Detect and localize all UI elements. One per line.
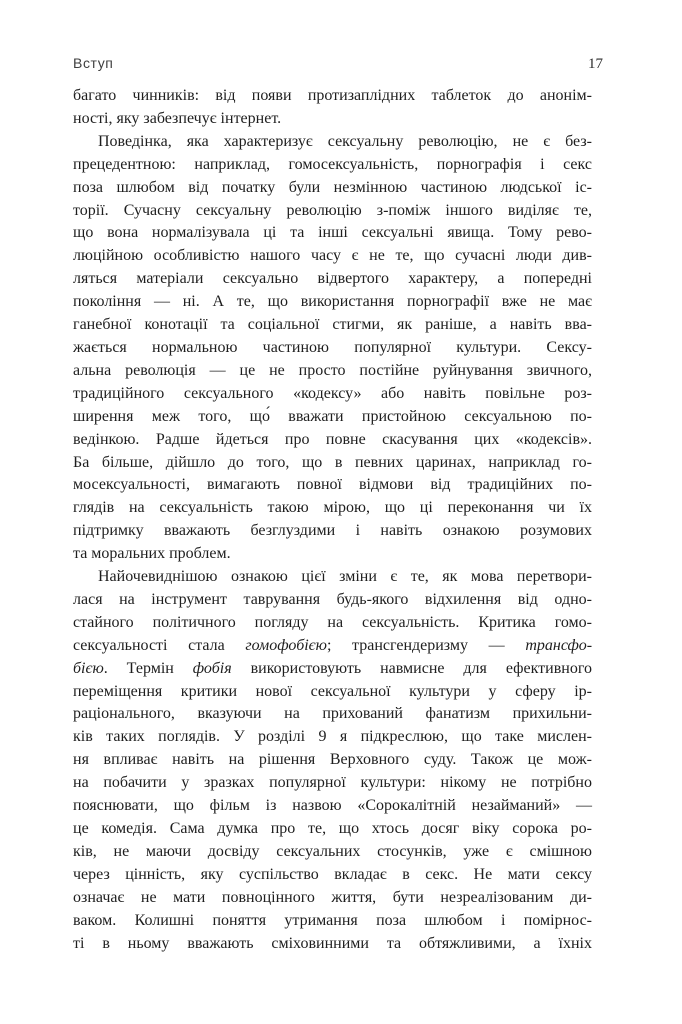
text-line (73, 795, 592, 818)
text-segment: ності, яку забезпечує інтернет. (73, 109, 282, 127)
text-line (73, 749, 592, 772)
text-line (73, 200, 592, 223)
text-line (73, 177, 592, 200)
text-segment: глядів на сексуальність такою мірою, що ці переконання чи їх (73, 499, 592, 517)
text-line (73, 658, 592, 681)
text-line (73, 452, 592, 475)
text-line (73, 268, 592, 291)
page-body (73, 85, 592, 955)
text-segment: раціонального, вказуючи на прихований фанатизм прихильни- (73, 705, 592, 723)
text-line (73, 497, 592, 520)
text-segment: та моральних проблем. (73, 545, 231, 563)
text-segment: ведінкою. Радше йдеться про повне скасування цих «кодексів». (73, 430, 592, 448)
text-segment: ті в ньому вважають сміховинними та обтяжливими, а їхніх (73, 934, 592, 952)
text-segment: Ба більше, дійшло до того, що в певних царинах, наприклад го- (73, 453, 592, 471)
text-line (73, 406, 592, 429)
text-segment: Поведінка, яка характеризує сексуальну революцію, не є без- (98, 132, 592, 150)
text-line (73, 612, 592, 635)
text-line (73, 314, 592, 337)
text-segment: торії. Сучасну сексуальну революцію з-поміж іншого виділяє те, (73, 201, 592, 219)
text-line (73, 360, 592, 383)
text-segment: що вона нормалізувала ці та інші сексуальні явища. Тому рево- (73, 224, 592, 242)
italic-text-segment: трансфо- (525, 636, 593, 654)
text-line (73, 887, 592, 910)
text-line (73, 864, 592, 887)
text-line (73, 474, 592, 497)
text-segment: ляться матеріали сексуально відвертого характеру, а попередні (73, 270, 592, 288)
text-line (73, 910, 592, 933)
text-line (73, 108, 592, 131)
text-segment: прецедентною: наприклад, гомосексуальність, порнографія і секс (73, 155, 592, 173)
text-segment: через цінність, яку суспільство вкладає в секс. Не мати сексу (73, 865, 592, 883)
text-segment: ; трансгендеризму — (326, 636, 526, 654)
text-line (73, 291, 592, 314)
text-line (73, 520, 592, 543)
section-title: Вступ (73, 55, 114, 71)
text-line (73, 635, 592, 658)
italic-text-segment: фобія (192, 659, 232, 677)
text-segment: люційною особливістю нашого часу є не те, що сучасні люди див- (73, 247, 592, 265)
text-segment: мосексуальності, вимагають повної відмови від традиційних по- (73, 476, 592, 494)
text-segment: ня впливає навіть на рішення Верховного суду. Також це мож- (73, 751, 592, 769)
text-line (73, 841, 592, 864)
text-line (73, 543, 592, 566)
text-segment: поза шлюбом від початку були незмінною частиною людської іс- (73, 178, 592, 196)
text-line (73, 726, 592, 749)
page-number: 17 (588, 56, 603, 72)
text-line (73, 772, 592, 795)
text-segment: альна революція — це не просто постійне руйнування звичного, (73, 361, 592, 379)
text-segment: покоління — ні. А те, що використання порнографії вже не має (73, 293, 592, 311)
text-segment: . Термін (103, 659, 193, 677)
text-segment: жається нормальною частиною популярної культури. Сексу- (73, 338, 592, 356)
text-segment: сексуальності стала (73, 636, 246, 654)
text-line (73, 681, 592, 704)
text-line (73, 566, 592, 589)
text-line (73, 222, 592, 245)
text-line (73, 589, 592, 612)
text-segment: на побачити у зразках популярної культури: нікому не потрібно (73, 774, 592, 792)
text-line (73, 429, 592, 452)
text-line (73, 933, 592, 956)
text-segment: це комедія. Сама думка про те, що хтось досяг віку сорока ро- (73, 820, 592, 837)
text-segment: ширення меж того, що́ вважати пристойною сексуальною по- (73, 407, 592, 425)
text-line (73, 818, 592, 841)
text-line (73, 85, 592, 108)
text-segment: означає не мати повноцінного життя, бути незреалізованим ди- (73, 888, 592, 906)
italic-text-segment: бією (73, 659, 104, 677)
text-segment: використовують навмисне для ефективного (231, 659, 593, 677)
text-line (73, 154, 592, 177)
text-segment: Найочевиднішою ознакою цієї зміни є те, як мова перетвори- (98, 568, 592, 586)
text-segment: традиційного сексуального «кодексу» або навіть повільне роз- (73, 384, 592, 402)
text-segment: підтримку вважають безглуздими і навіть ознакою розумових (73, 522, 592, 540)
text-line (73, 245, 592, 268)
text-segment: стайного політичного погляду на сексуальність. Критика гомо- (73, 613, 592, 631)
text-segment: ків таких поглядів. У розділі 9 я підкреслюю, що таке мислен- (73, 728, 592, 746)
text-segment: переміщення критики нової сексуальної культури у сферу ір- (73, 682, 592, 700)
text-segment: лася на інструмент таврування будь-якого відхилення від одно- (73, 590, 592, 608)
text-line (73, 337, 592, 360)
text-line (73, 703, 592, 726)
text-segment: багато чинників: від появи протизаплідних таблеток до анонім- (73, 87, 592, 104)
text-segment: ганебної конотації та соціальної стигми, як раніше, а навіть вва- (73, 316, 592, 334)
text-segment: ків, не маючи досвіду сексуальних стосунків, уже є смішною (73, 842, 592, 860)
running-header (73, 55, 603, 73)
text-line (73, 131, 592, 154)
italic-text-segment: гомофобією (245, 636, 327, 654)
text-segment: ваком. Колишні поняття утримання поза шлюбом і помірнос- (73, 911, 592, 929)
text-line (73, 383, 592, 406)
text-segment: пояснювати, що фільм із назвою «Сорокалітній незайманий» — (73, 797, 592, 815)
